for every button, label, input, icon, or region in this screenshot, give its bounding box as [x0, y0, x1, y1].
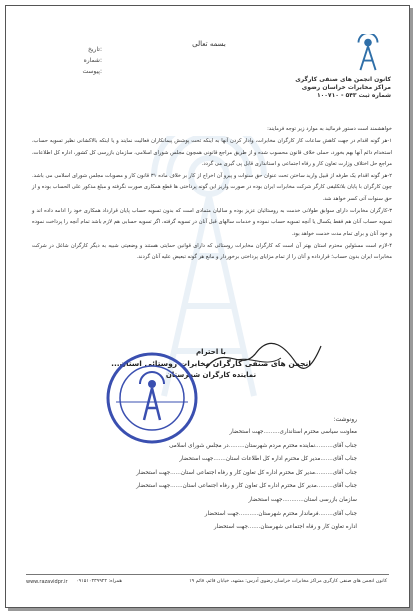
- body-paragraph: ۴-لازم است مسئولین محترم استان بهتر آن است که کارگران مخابرات روستائی که دارای قوانین حمایتی هستند و وضعیتی شبیه به دیگر کارگران شاغل در شرکت مخابرات ایران بدون حساب؛ قرارداده و آنان را از تمام مزایای پرداختی برخوردار و مانع هر گونه تبعیض علیه آنان گردند.: [32, 242, 392, 261]
- sender-rep: نماینده کارگران شهرستان: [165, 371, 257, 379]
- cc-title: رونوشت:: [333, 416, 357, 423]
- cc-item: جناب آقای.......مدیر کل محترم اداره کل اطلاعات استان.......جهت استحضار: [179, 456, 357, 463]
- tower-logo-icon: [349, 34, 387, 72]
- footer-divider: [26, 574, 389, 575]
- footer-phone: همراه: ۰۹۱۵۱۰۴۳۹۹۲۴: [76, 579, 122, 584]
- footer-address: کانون انجمن های صنفی کارگری مراکز مخابرات خراسان رضوی آدرس: مشهد، خیابان قائم، قائم ۱۹: [189, 579, 387, 584]
- basmala: بسمه تعالی: [192, 40, 226, 48]
- number-label: شماره:: [83, 57, 102, 64]
- date-label: تاریخ:: [88, 46, 102, 53]
- body-paragraph: ۲-هر گونه اقدام یک طرفه از قبیل وارید ساختن تحت عنوان حق سنوات و پیرو آن اخراج از کار بر خلاف ماده ۳۱ قانون کار و مصوبات مجلس شورای اسلامی می باشد. چون کارگران با پایان بلاتکلیفی کارگر شرکت مخابرات ایران بوده در صورت واریز این گونه پرداختی ها قطع همکاری صورت نگرفته و مبلغ مذکور علی الحساب بوده و از حق سنوات آتی کسر خواهد شد.: [32, 173, 392, 202]
- cc-item: معاونت سیاسی محترم استانداری.........جهت استحضار: [229, 429, 357, 435]
- cc-item: جناب آقای..........مدیر کل محترم اداره کل تعاون کار و رفاه اجتماعی استان......جهت استحضار: [136, 469, 357, 476]
- body-paragraph: خواهشمند است دستور فرمائید به موارد زیر توجه فرمایند:: [267, 126, 392, 132]
- footer-website: www.razavidpr.ir: [26, 579, 68, 585]
- regards-text: با احترام: [196, 348, 226, 356]
- body-paragraph: ۱-هر گونه اقدام در جهت کاهش ساعات کار کارگران مخابرات، وادار کردن آنها به اینکه تحت پوشش پیمانکاران فعالیت نمایند و یا اینکه بالاکشانی نظیر تسویه حساب، استخدام دائم آنها بهم بخورد، حملی خلاف قانون محسوب شده و از طریق مراجع قانونی همچون مجلس شورای اسلامی، سازمان بازرسی کل کشور، اداره کل اطلاعات، مراجع حل اختلاف وزارت تعاون کار و رفاه اجتماعی و استانداری قابل پی گیری می گردد.: [32, 138, 392, 167]
- org-line: شماره ثبت ۵۴۳ - ۱۰۰۷۱۰: [316, 92, 391, 99]
- cc-item: سازمان بازرسی استان............جهت استحضار: [248, 496, 357, 503]
- cc-item: جناب آقای.........مدیر کل محترم اداره کل تعاون کار و رفاه اجتماعی استان.......جهت استحضار: [136, 483, 357, 490]
- org-title: [281, 76, 391, 100]
- cc-item: جناب آقای........فرماندار محترم شهرستان...........جهت استحضار: [204, 510, 357, 517]
- letter-body: [32, 124, 392, 265]
- org-line: کانون انجمن های صنفی کارگری: [295, 76, 391, 83]
- body-paragraph: ۳-کارگران مخابرات دارای سوابق طولانی خدمت به روستائیان عزیز بوده و سالیان متمادی است که بدون تسویه حساب پایان قرارداد همکاری خود را ادامه داده اند و تسویه حساب آنان هم فقط یکسال یا آنچه تسویه حساب نموده و خدمات سالهای قبل آنان در تسویه گرفته، اگر تسویه حسابی هم لازم باشد تمام آنچه را پرداخت نموده و خود آنان و برای تمام مدت خدمت خواهد بود.: [32, 208, 392, 237]
- signature-icon: [196, 338, 326, 378]
- letter-page: [5, 5, 410, 608]
- letter-meta: [62, 44, 102, 77]
- cc-list: [97, 426, 357, 535]
- cc-item: اداره تعاون کار و رفاه اجتماعی شهرستان.......جهت استحضار: [213, 524, 357, 531]
- cc-item: جناب آقای..........نماینده محترم مردم شهرستان.........در مجلس شورای اسلامی: [169, 442, 357, 449]
- sender-org: انجمن های صنفی کارگران مخابرات روستائی استان...: [111, 359, 311, 368]
- org-line: مراکز مخابرات خراسان رضوی: [301, 84, 391, 91]
- attachment-label: پیوست:: [82, 68, 102, 75]
